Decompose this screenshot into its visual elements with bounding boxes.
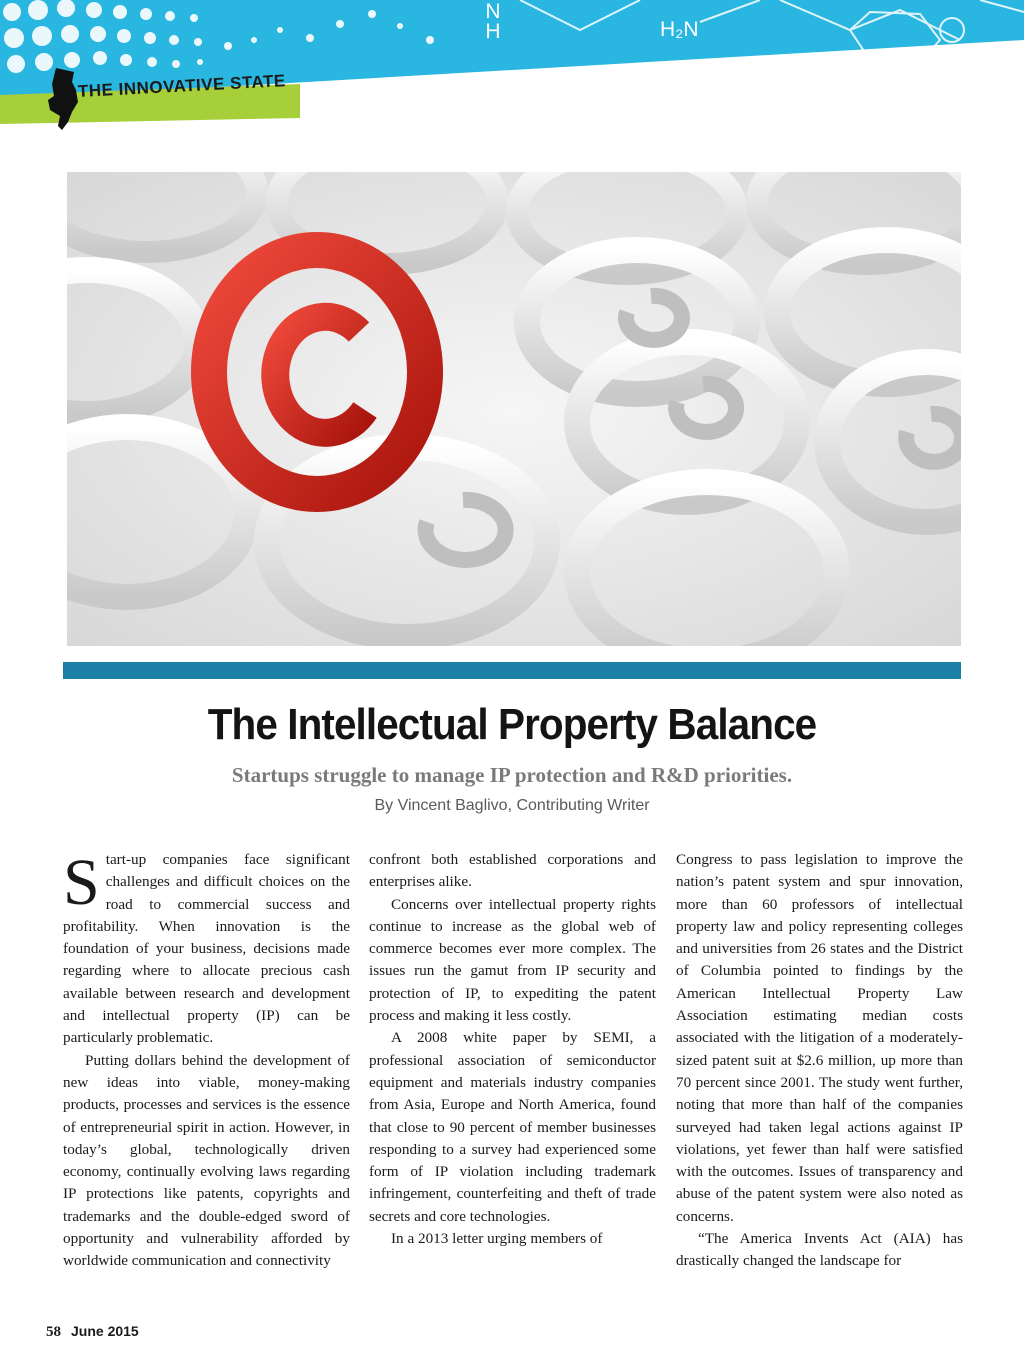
copyright-symbols-icon <box>67 172 961 646</box>
paragraph: “The America Invents Act (AIA) has drastically changed the landscape for <box>676 1230 963 1270</box>
paragraph: confront both established corporations and enterprises alike. <box>369 851 656 891</box>
issue-date: June 2015 <box>71 1323 139 1339</box>
article-title: The Intellectual Property Balance <box>207 700 817 749</box>
page-footer <box>46 1323 139 1341</box>
paragraph: A 2008 white paper by SEMI, a professional association of semiconductor equipment and materials industry companies from Asia, Europe and North America, found that close to 90 percent of member businesses responding to a survey had experienced some form of IP violation including trademark infringement, counterfeiting and theft of trade secrets and core technologies. <box>369 1029 656 1225</box>
paragraph: Congress to pass legislation to improve the nation’s patent system and spur innovation, more than 60 professors of intellectual property law and policy representing colleges and universities from 26 states and the District of Columbia pointed to findings by the American Intellectual Property Law Association estimating median costs associated with the litigation of a moderately-sized patent suit at $2.6 million, up more than 70 percent since 2001. The study went further, noting that more than half of the companies surveyed had taken legal actions against IP violations, yet fewer than half were satisfied with the outcomes. Issues of transparency and abuse of the patent system were also noted as concerns. <box>676 851 963 1225</box>
section-label: THE INNOVATIVE STATE <box>77 71 287 101</box>
header-banner <box>0 0 1024 140</box>
paragraph: In a 2013 letter urging members of <box>391 1230 603 1248</box>
paragraph: Concerns over intellectual property rights continue to increase as the global web of commerce becomes ever more complex. The issues run the gamut from IP security and protection of IP, to expediting the patent process and making it less costly. <box>369 895 656 1025</box>
paragraph <box>63 846 350 1050</box>
paragraph-text: tart-up companies face significant challenges and difficult choices on the road to commercial success and profitability. When innovation is the foundation of your business, decisions made regarding where to allocate precious cash available between research and development and intellectual property (IP) can be particularly problematic. <box>63 851 350 1047</box>
article-subtitle: Startups struggle to manage IP protection and R&D priorities. <box>231 763 793 787</box>
title-rule <box>63 662 961 679</box>
article-column-1 <box>63 846 350 1273</box>
paragraph: Putting dollars behind the development of new ideas into viable, money-making products, processes and services is the essence of entrepreneurial spirit in action. However, in today’s global, technologically driven economy, continually evolving laws regarding IP protections like patents, copyrights and trademarks and the double-edged sword of opportunity and vulnerability afforded by worldwide communication and connectivity <box>63 1051 350 1270</box>
page-number: 58 <box>46 1324 61 1340</box>
article-byline: By Vincent Baglivo, Contributing Writer <box>374 797 650 814</box>
chem-label-nh: N H <box>485 0 501 43</box>
article-column-2 <box>369 849 656 1250</box>
hero-image <box>67 172 961 646</box>
chem-label-h2n: H₂N <box>660 18 699 41</box>
article-column-3 <box>676 849 963 1273</box>
new-jersey-icon <box>44 66 80 132</box>
drop-cap: S <box>63 846 100 919</box>
